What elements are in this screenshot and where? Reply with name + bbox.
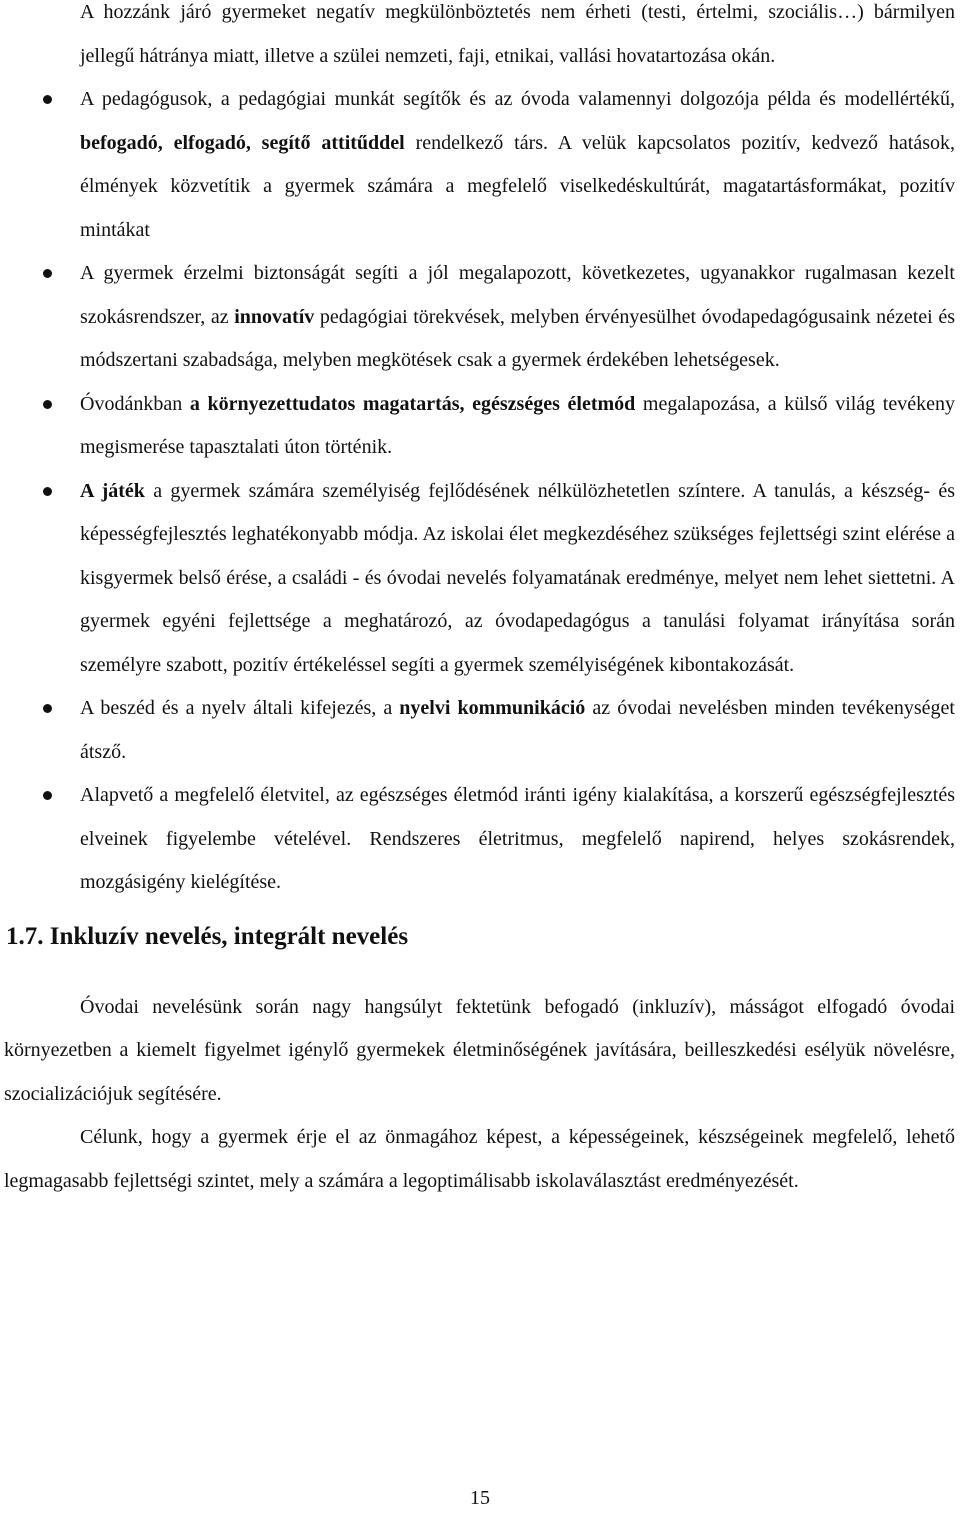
- bullet-text: [80, 383, 955, 470]
- bullet-icon: [43, 95, 52, 104]
- bullet-icon: [43, 487, 52, 496]
- bullet-icon: [43, 269, 52, 278]
- section-heading: 1.7. Inkluzív nevelés, integrált nevelés: [6, 922, 409, 950]
- bullet-text-emphasis: nyelvi kommunikáció: [399, 697, 586, 719]
- bullet-text-part: A gyermek érzelmi biztonságát segíti a jól megalapozott, következetes, ugyanakkor rugalmasan kezelt szokásrendszer, az: [80, 262, 955, 328]
- bullet-item-emotional-security: [80, 252, 955, 383]
- bullet-icon: [43, 791, 52, 800]
- bullet-text-part: Óvodánkban: [80, 392, 190, 415]
- bullet-text-part: A beszéd és a nyelv általi kifejezés, a: [80, 697, 400, 719]
- bullet-text-part: az óvodai nevelésben minden tevékenységet átsző.: [80, 697, 955, 763]
- bullet-item-play: [80, 470, 955, 688]
- spacer: [0, 958, 960, 986]
- bullet-item-lifestyle: [80, 774, 955, 905]
- bullet-text-part: rendelkező társ. A velük kapcsolatos pozitív, kedvező hatások, élmények közvetítik a gyermek számára a megfelelő viselkedéskultúrát, magatartásformákat, pozitív mintákat: [80, 131, 955, 241]
- bullet-text: [80, 78, 955, 252]
- bullet-text-emphasis: innovatív: [234, 305, 315, 328]
- bullet-text-emphasis: a környezettudatos magatartás, egészséges életmód: [189, 392, 636, 415]
- bullet-item-environmental-awareness: [80, 383, 955, 470]
- bullet-item-language: [80, 687, 955, 774]
- intro-paragraph-text: A hozzánk járó gyermeket negatív megkülönböztetés nem érheti (testi, értelmi, szociális…) bármilyen jellegű hátránya miatt, illetve a szülei nemzeti, faji, etnikai, vallási hovatartozása okán.: [80, 1, 955, 67]
- bullet-text: [80, 774, 955, 905]
- bullet-text-part: a gyermek számára személyiség fejlődésének nélkülözhetetlen színtere. A tanulás, a készség- és képességfejlesztés leghatékonyabb módja. Az iskolai élet megkezdéséhez szükséges fejlettségi szint elérése a kisgyermek belső érése, a családi - és óvodai nevelés folyamatának eredménye, melyet nem lehet siettetni. A gyermek egyéni fejlettsége a meghatározó, az óvodapedagógus a tanulási folyamat irányítása során személyre szabott, pozitív értékeléssel segíti a gyermek személyiségének kibontakozását.: [80, 479, 955, 676]
- bullet-text-part: Alapvető a megfelelő életvitel, az egészséges életmód iránti igény kialakítása, a korszerű egészségfejlesztés elveinek figyelembe vételével. Rendszeres életritmus, megfelelő napirend, helyes szokásrendek, mozgásigény kielégítése.: [80, 784, 955, 893]
- section-paragraph-goal: [4, 1116, 955, 1203]
- bullet-text: [80, 687, 955, 774]
- bullet-text-emphasis: befogadó, elfogadó, segítő attitűddel: [80, 131, 405, 154]
- bullet-text: [80, 470, 955, 688]
- bullet-icon: [43, 704, 52, 713]
- bullet-text: [80, 252, 955, 383]
- bullet-icon: [43, 400, 52, 409]
- bullet-text-emphasis: A játék: [80, 479, 145, 502]
- bullet-item-staff-attitude: [80, 78, 955, 252]
- section-paragraph-text: Óvodai nevelésünk során nagy hangsúlyt fektetünk befogadó (inkluzív), másságot elfogadó óvodai környezetben a kiemelt figyelmet igénylő gyermekek életminőségének javítására, beilleszkedési esélyük növelésre, szocializációjuk segítésére.: [4, 995, 955, 1105]
- intro-paragraph: [80, 0, 955, 78]
- bullet-text-part: A pedagógusok, a pedagógiai munkát segítők és az óvoda valamennyi dolgozója példa és modellértékű,: [80, 88, 955, 110]
- page-number: 15: [470, 1487, 490, 1509]
- bullet-text-part: megalapozása, a külső világ tevékeny megismerése tapasztalati úton történik.: [80, 392, 955, 458]
- section-paragraph-text: Célunk, hogy a gyermek érje el az önmagához képest, a képességeinek, készségeinek megfelelő, lehető legmagasabb fejlettségi szintet, mely a számára a legoptimálisabb iskolaválasztást eredményezését.: [4, 1126, 955, 1192]
- section-paragraph-inclusive: [4, 986, 955, 1117]
- bullet-text-part: pedagógiai törekvések, melyben érvényesülhet óvodapedagógusaink nézetei és módszertani szabadsága, melyben megkötések csak a gyermek érdekében lehetségesek.: [80, 305, 955, 371]
